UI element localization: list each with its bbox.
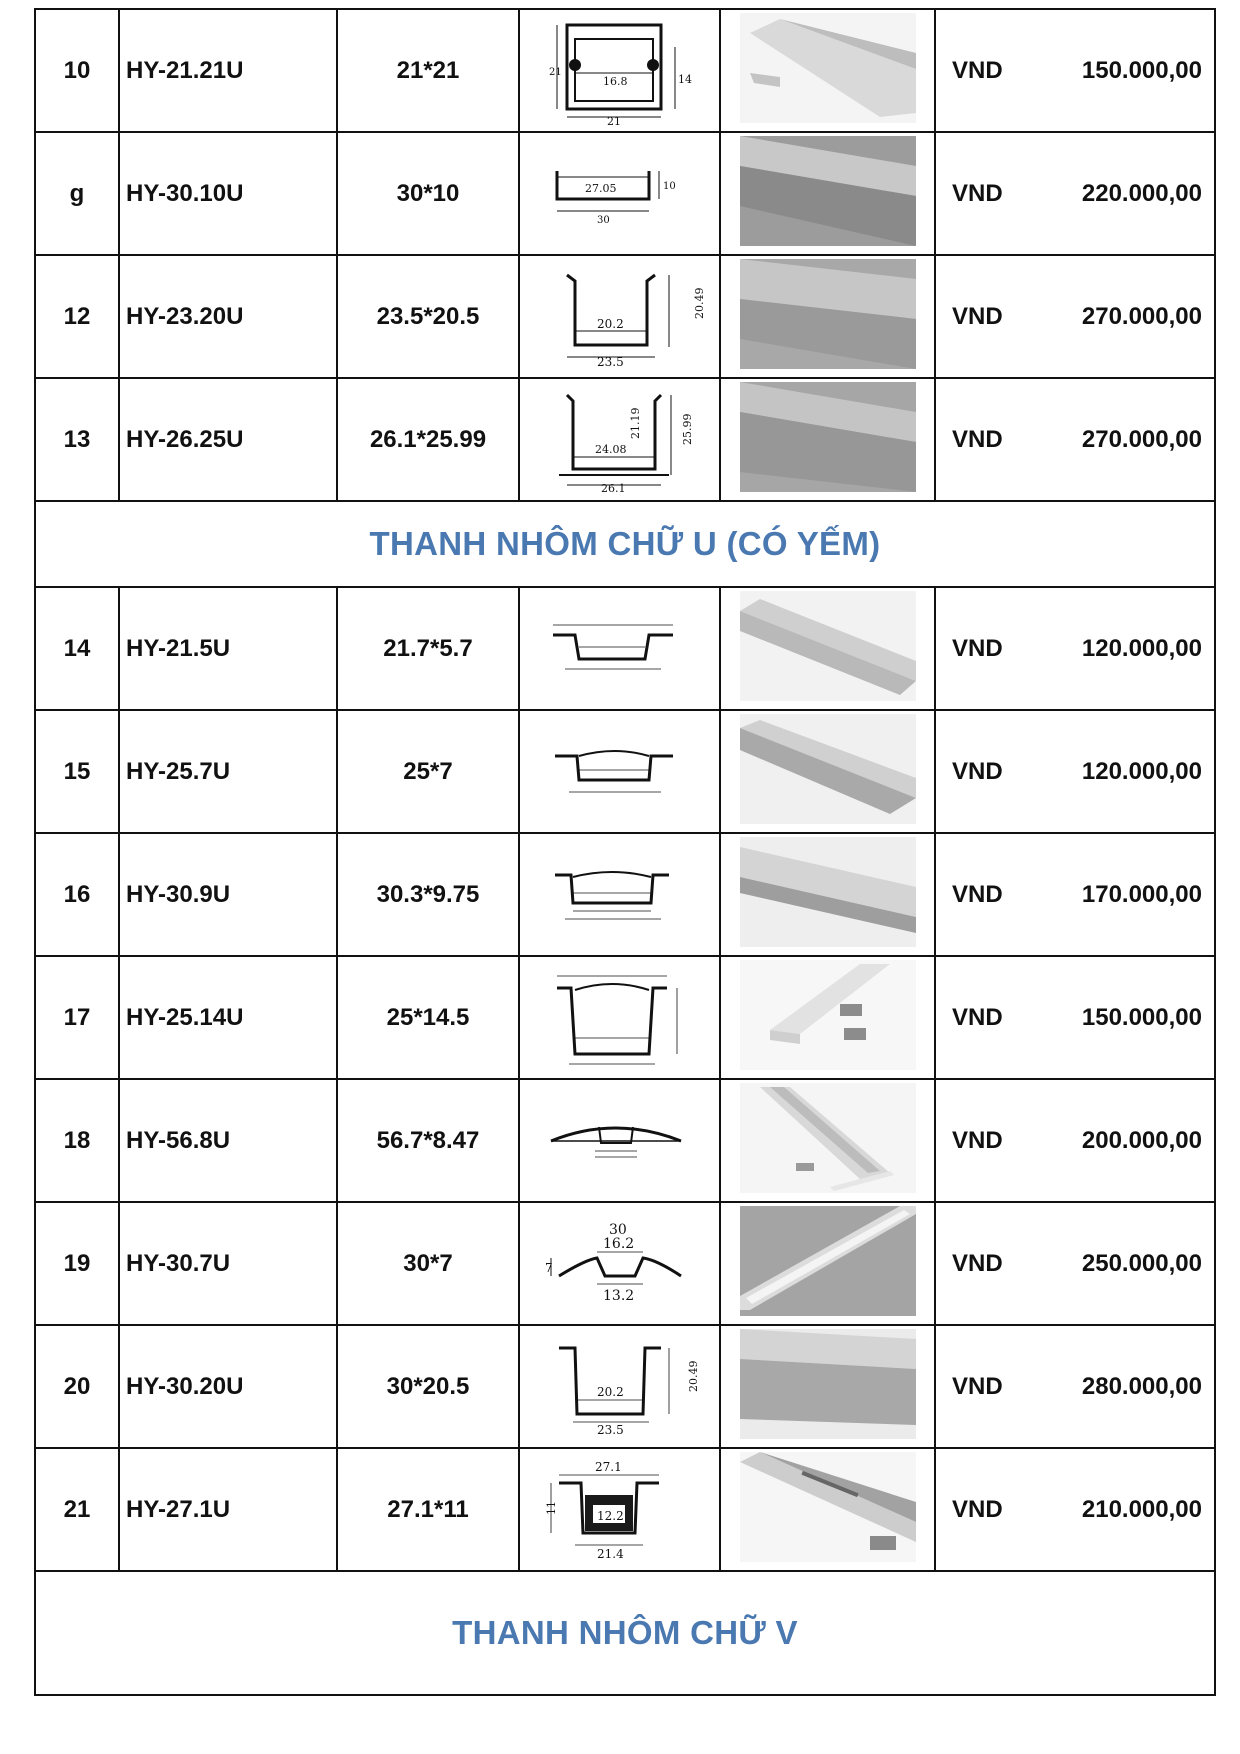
price: 120.000,00 — [1012, 710, 1215, 833]
product-code: HY-25.7U — [119, 710, 337, 833]
product-size: 25*7 — [337, 710, 519, 833]
product-photo — [740, 259, 916, 369]
dim-label: 23.5 — [596, 354, 624, 369]
product-code: HY-30.9U — [119, 833, 337, 956]
product-photo-cell — [720, 1325, 935, 1448]
row-number: 15 — [35, 710, 119, 833]
product-photo-cell — [720, 255, 935, 378]
product-size: 30*20.5 — [337, 1325, 519, 1448]
price: 250.000,00 — [1012, 1202, 1215, 1325]
product-photo-cell — [720, 833, 935, 956]
currency: VND — [935, 710, 1012, 833]
dim-label: 21 — [548, 66, 562, 78]
table-row — [35, 956, 1215, 1079]
dim-label: 10 — [662, 180, 676, 192]
currency: VND — [935, 833, 1012, 956]
profile-drawing — [545, 863, 695, 927]
section-row — [35, 1571, 1215, 1695]
profile-drawing — [545, 742, 695, 802]
product-code: HY-26.25U — [119, 378, 337, 501]
product-size: 25*14.5 — [337, 956, 519, 1079]
product-photo — [740, 382, 916, 492]
table-row — [35, 9, 1215, 132]
dim-label: 20.2 — [596, 316, 624, 331]
product-size: 56.7*8.47 — [337, 1079, 519, 1202]
table-row — [35, 378, 1215, 501]
table-row — [35, 833, 1215, 956]
table-row — [35, 1079, 1215, 1202]
table-row — [35, 255, 1215, 378]
profile-drawing-cell — [519, 710, 720, 833]
product-photo-cell — [720, 9, 935, 132]
product-photo — [740, 13, 916, 123]
profile-drawing-cell — [519, 833, 720, 956]
product-size: 23.5*20.5 — [337, 255, 519, 378]
price: 120.000,00 — [1012, 587, 1215, 710]
dim-label: 12.2 — [596, 1508, 624, 1523]
dim-label: 27.1 — [594, 1459, 622, 1474]
dim-label: 24.08 — [594, 442, 626, 456]
price: 220.000,00 — [1012, 132, 1215, 255]
profile-drawing — [545, 1218, 695, 1310]
product-photo-cell — [720, 1079, 935, 1202]
profile-drawing-cell — [519, 378, 720, 501]
currency: VND — [935, 1079, 1012, 1202]
dim-label: 16.2 — [602, 1235, 634, 1252]
row-number: 13 — [35, 378, 119, 501]
profile-drawing-cell — [519, 1325, 720, 1448]
currency: VND — [935, 255, 1012, 378]
product-photo — [740, 591, 916, 701]
dim-label: 13.2 — [602, 1287, 634, 1304]
dim-label: 14 — [677, 72, 692, 86]
dim-label: 11 — [544, 1500, 558, 1515]
price: 170.000,00 — [1012, 833, 1215, 956]
profile-drawing-cell — [519, 587, 720, 710]
profile-drawing-cell — [519, 132, 720, 255]
price: 280.000,00 — [1012, 1325, 1215, 1448]
table-row — [35, 710, 1215, 833]
currency: VND — [935, 1448, 1012, 1571]
product-size: 27.1*11 — [337, 1448, 519, 1571]
product-photo — [740, 1452, 916, 1562]
profile-drawing — [545, 267, 706, 369]
product-code: HY-30.7U — [119, 1202, 337, 1325]
row-number: 17 — [35, 956, 119, 1079]
table-row — [35, 587, 1215, 710]
dim-label: 21.19 — [628, 407, 642, 439]
profile-drawing — [545, 17, 695, 128]
currency: VND — [935, 378, 1012, 501]
price: 200.000,00 — [1012, 1079, 1215, 1202]
row-number: 20 — [35, 1325, 119, 1448]
table-row — [35, 1202, 1215, 1325]
section-title-u-cover: THANH NHÔM CHỮ U (CÓ YẾM) — [35, 501, 1215, 587]
profile-drawing — [545, 1459, 695, 1561]
product-size: 30*10 — [337, 132, 519, 255]
dim-label: 26.1 — [600, 481, 625, 495]
product-size: 21.7*5.7 — [337, 587, 519, 710]
dim-label: 7 — [544, 1260, 553, 1275]
currency: VND — [935, 956, 1012, 1079]
product-code: HY-27.1U — [119, 1448, 337, 1571]
profile-drawing — [545, 159, 695, 229]
dim-label: 30 — [596, 214, 610, 226]
dim-label: 21 — [606, 114, 621, 128]
product-photo-cell — [720, 1448, 935, 1571]
product-code: HY-23.20U — [119, 255, 337, 378]
dim-label: 20.49 — [686, 1360, 700, 1392]
table-row — [35, 1448, 1215, 1571]
profile-drawing-cell — [519, 9, 720, 132]
row-number: 16 — [35, 833, 119, 956]
product-photo-cell — [720, 956, 935, 1079]
row-number: 12 — [35, 255, 119, 378]
profile-drawing — [545, 619, 695, 679]
row-number: 10 — [35, 9, 119, 132]
profile-drawing — [545, 1338, 700, 1437]
profile-drawing-cell — [519, 1202, 720, 1325]
product-size: 21*21 — [337, 9, 519, 132]
product-photo — [740, 1206, 916, 1316]
product-photo — [740, 960, 916, 1070]
price: 150.000,00 — [1012, 9, 1215, 132]
currency: VND — [935, 132, 1012, 255]
dim-label: 20.2 — [596, 1384, 624, 1399]
product-code: HY-21.5U — [119, 587, 337, 710]
price: 270.000,00 — [1012, 378, 1215, 501]
product-photo-cell — [720, 1202, 935, 1325]
product-photo-cell — [720, 378, 935, 501]
product-photo — [740, 136, 916, 246]
product-code: HY-56.8U — [119, 1079, 337, 1202]
dim-label: 21.4 — [596, 1546, 624, 1561]
currency: VND — [935, 587, 1012, 710]
currency: VND — [935, 1202, 1012, 1325]
row-number: 18 — [35, 1079, 119, 1202]
row-number: 14 — [35, 587, 119, 710]
product-photo-cell — [720, 710, 935, 833]
dim-label: 23.5 — [596, 1422, 624, 1437]
profile-drawing — [545, 387, 695, 493]
product-photo-cell — [720, 132, 935, 255]
product-size: 30.3*9.75 — [337, 833, 519, 956]
dim-label: 16.8 — [602, 74, 627, 88]
dim-label: 27.05 — [584, 181, 616, 195]
dim-label: 30 — [608, 1221, 627, 1238]
currency: VND — [935, 1325, 1012, 1448]
price: 270.000,00 — [1012, 255, 1215, 378]
dim-label: 20.49 — [692, 287, 706, 319]
profile-drawing — [545, 966, 695, 1070]
product-size: 26.1*25.99 — [337, 378, 519, 501]
row-number: 19 — [35, 1202, 119, 1325]
product-photo — [740, 1329, 916, 1439]
section-row — [35, 501, 1215, 587]
profile-drawing-cell — [519, 1448, 720, 1571]
section-title-v: THANH NHÔM CHỮ V — [35, 1571, 1215, 1695]
product-code: HY-25.14U — [119, 956, 337, 1079]
row-number: g — [35, 132, 119, 255]
product-size: 30*7 — [337, 1202, 519, 1325]
product-code: HY-30.20U — [119, 1325, 337, 1448]
dim-label: 25.99 — [680, 413, 694, 445]
row-number: 21 — [35, 1448, 119, 1571]
profile-drawing-cell — [519, 255, 720, 378]
product-code: HY-30.10U — [119, 132, 337, 255]
profile-drawing-cell — [519, 956, 720, 1079]
price-table — [34, 8, 1216, 1696]
price: 150.000,00 — [1012, 956, 1215, 1079]
product-photo — [740, 837, 916, 947]
table-row — [35, 132, 1215, 255]
product-photo — [740, 1083, 916, 1193]
profile-drawing — [545, 1111, 695, 1171]
product-photo-cell — [720, 587, 935, 710]
product-code: HY-21.21U — [119, 9, 337, 132]
table-row — [35, 1325, 1215, 1448]
price: 210.000,00 — [1012, 1448, 1215, 1571]
currency: VND — [935, 9, 1012, 132]
profile-drawing-cell — [519, 1079, 720, 1202]
product-photo — [740, 714, 916, 824]
